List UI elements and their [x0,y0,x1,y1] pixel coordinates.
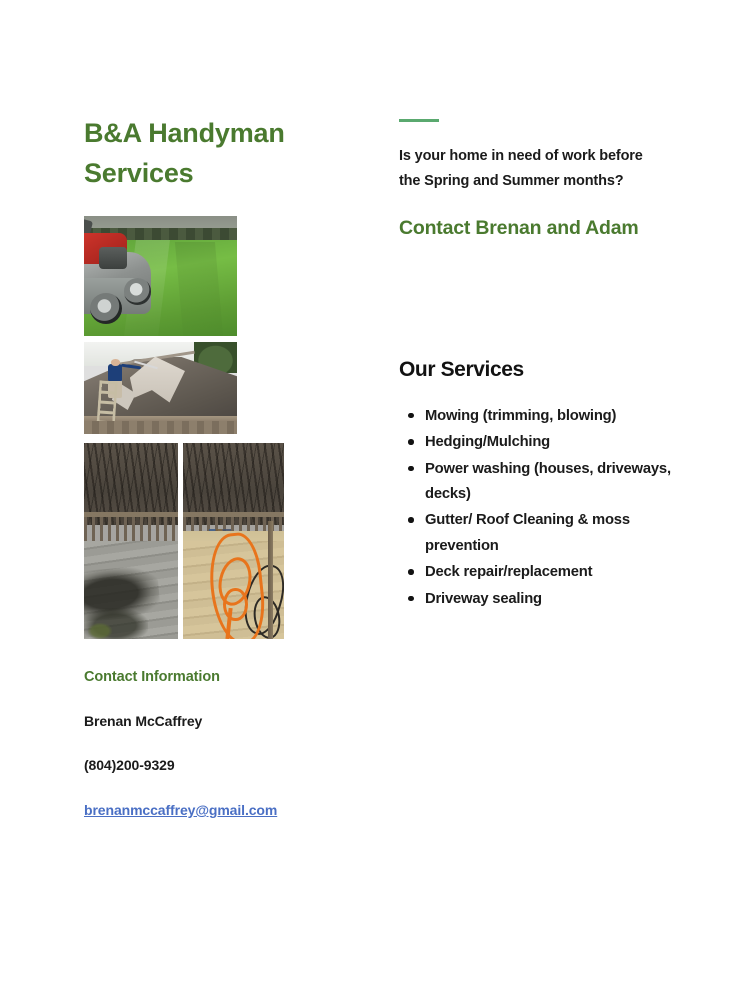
bullet-icon [408,569,414,575]
worker-head [111,359,120,365]
service-label: Gutter/ Roof Cleaning & moss prevention [425,512,630,554]
deck-before-after-pair [84,443,284,639]
service-label: Hedging/Mulching [425,434,551,451]
list-item [425,457,687,508]
roof-washing-photo [84,342,237,434]
bullet-icon [408,466,414,472]
mower-engine-block [99,247,127,269]
list-item [425,430,687,455]
bullet-icon [408,413,414,419]
right-column [399,114,669,613]
services-heading: Our Services [399,357,524,381]
service-label: Power washing (houses, driveways, decks) [425,460,671,502]
deck-before-photo [84,443,178,639]
cta-heading: Contact Brenan and Adam [399,216,639,239]
mower-mow-stripe-dark [175,242,223,336]
photo-stack [84,216,369,639]
worker-torso [108,364,122,381]
service-label: Mowing (trimming, blowing) [425,407,617,424]
list-item [425,560,687,585]
bullet-icon [408,596,414,602]
lawn-mower-photo [84,216,237,336]
bullet-icon [408,439,414,445]
service-label: Deck repair/replacement [425,564,593,581]
house-wall [84,421,237,434]
page-title: B&A Handyman Services [84,118,285,188]
deck-after-photo [183,443,284,639]
list-item [425,587,687,612]
bullet-icon [408,517,414,523]
deck-after-post [268,521,273,639]
service-label: Driveway sealing [425,590,542,607]
intro-question: Is your home in need of work before the Spring and Summer months? [399,148,643,189]
list-item [425,508,687,559]
contact-phone: (804)200-9329 [84,756,175,773]
contact-email-link[interactable]: brenanmccaffrey@gmail.com [84,801,278,818]
contact-name: Brenan McCaffrey [84,712,203,729]
mower-back-wheel [90,293,122,324]
list-item [425,404,687,429]
mower-front-wheel [124,278,152,304]
deck-after-rail-cap [183,512,284,518]
deck-before-moss [88,623,112,639]
deck-before-rail-cap [84,512,178,518]
left-column [84,114,369,820]
contact-information-heading: Contact Information [84,668,220,685]
services-list [399,404,687,613]
accent-rule [399,119,439,122]
